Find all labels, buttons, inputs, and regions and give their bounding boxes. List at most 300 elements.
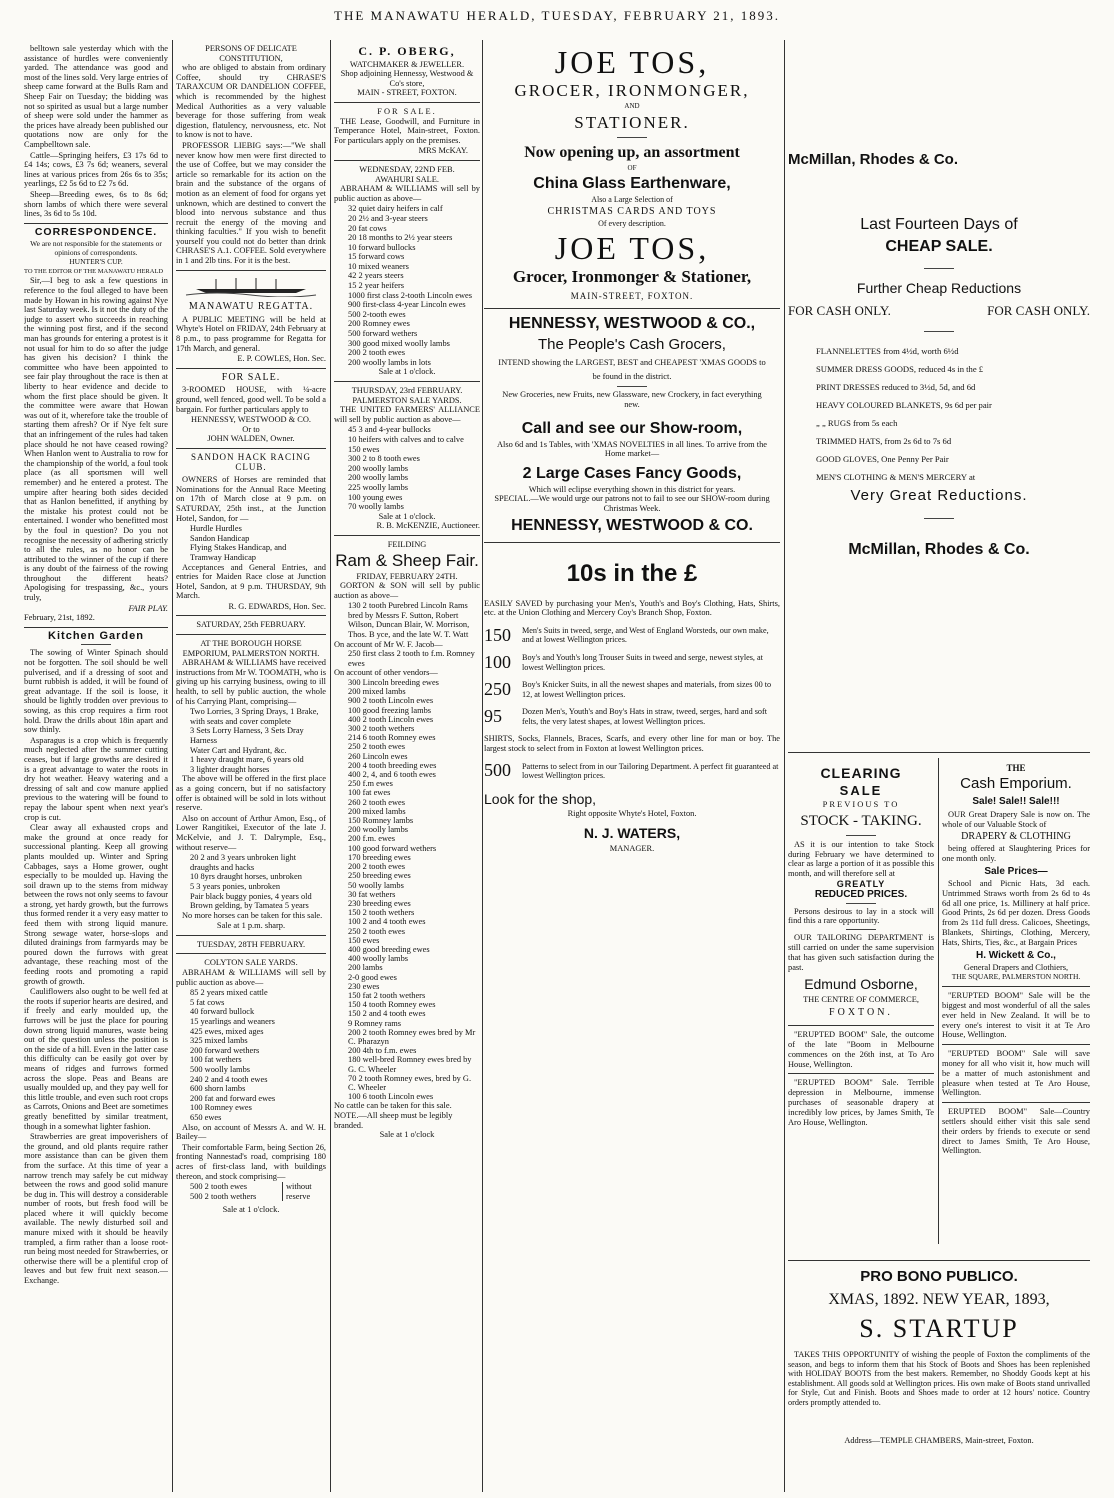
offer-row xyxy=(484,707,780,726)
divider xyxy=(334,381,480,382)
offer-quantity: 100 xyxy=(484,651,511,672)
sandon-heading: SANDON HACK RACING CLUB. xyxy=(190,451,311,472)
divider xyxy=(334,102,480,103)
sale-prices-heading: Sale Prices— xyxy=(984,865,1048,877)
feilding-heading: FEILDING xyxy=(387,539,427,549)
list-item: 9 Romney rams xyxy=(348,1018,402,1028)
offer-row xyxy=(484,762,780,781)
list-item: 20 18 months to 2½ year steers xyxy=(348,233,453,243)
list-item: FLANNELETTES from 4½d, worth 6½d xyxy=(816,346,959,356)
offer-text: Dozen Men's, Youth's and Boy's Hats in straw, tweed, serges, hard and soft felts, the very latest shapes, at lowest Wellington prices. xyxy=(522,707,768,726)
offer-quantity: 95 xyxy=(484,706,502,727)
mcmillan-items xyxy=(788,342,1090,486)
sandon-events xyxy=(176,524,326,562)
divider xyxy=(176,953,326,954)
list-item: GOOD GLOVES, One Penny Per Pair xyxy=(816,454,949,464)
tens-heading: 10s in the £ xyxy=(566,559,698,587)
list-item: 100 fat ewes xyxy=(348,788,391,798)
offer-text: Boy's and Youth's long Trouser Suits in tweed and serge, newest styles, at lowest Wellington prices. xyxy=(522,652,763,672)
borough-heading: AT THE BOROUGH HORSE EMPORIUM, PALMERSTON NORTH. xyxy=(182,639,320,658)
erupted-boom-notice: "ERUPTED BOOM" Sale will save money for all who visit it, how much will be a matter of much astonishment and pleasure when tested at Te Aro House, Wellington. xyxy=(942,1049,1090,1098)
wickett-ad xyxy=(942,764,1090,1246)
oberg-address: MAIN - STREET, FOXTON. xyxy=(357,88,457,98)
masthead: THE MANAWATU HERALD, TUESDAY, FEBRUARY 21, 1893. xyxy=(334,8,780,23)
list-item: SUMMER DRESS GOODS, reduced 4s in the £ xyxy=(816,364,984,374)
list-item: 200 4th to f.m. ewes xyxy=(348,1046,417,1056)
offer-text: Boy's Knicker Suits, in all the newest shapes and materials, from sizes 00 to 12, at lowest Wellington prices. xyxy=(522,680,772,699)
cash-only-label: FOR CASH ONLY. xyxy=(788,303,891,318)
sale-signature: MRS McKAY. xyxy=(418,146,468,156)
friday-heading: FRIDAY, FEBRUARY 24TH. xyxy=(356,571,458,581)
divider xyxy=(924,268,954,269)
list-item: 200 2 tooth ewes xyxy=(348,348,405,358)
fancy-goods-line: 2 Large Cases Fancy Goods, xyxy=(522,464,742,482)
list-item: 150 2 tooth wethers xyxy=(348,908,415,918)
the-label: THE xyxy=(1006,764,1026,773)
list-item: 500 2-tooth ewes xyxy=(348,309,406,319)
branding-note: NOTE.—All sheep must be legibly branded. xyxy=(334,1110,453,1130)
waters-name: N. J. WATERS, xyxy=(583,825,681,842)
sandon-acceptances: Acceptances and General Entries, and entries for Maiden Race close at Junction Hotel, Sandon, at 9 p.m. THURSDAY, 9th March. xyxy=(176,562,326,601)
list-item: 5 3 years ponies, unbroken xyxy=(190,881,281,891)
hennessy-heading: HENNESSY, WESTWOOD & CO., xyxy=(508,315,756,333)
list-item: 45 3 and 4-year bullocks xyxy=(348,425,431,435)
last-days-line: Last Fourteen Days of xyxy=(860,216,1018,233)
list-item: 230 breeding ewes xyxy=(348,898,411,908)
sale-prices-text: School and Picnic Hats, 3d each. Untrimmed Straws worth from 2s 6d to 4s 6d all one price, 1s. Millinery at half price. Good Prints, 2s 6d per dozen. Dress Goods from 2s 11d full dress. Calicoes, Sheetings, Blankets, Shirtings, Clothing, Mercery, Hats, Shirts, Ties, &c., at Bargain Prices xyxy=(942,878,1090,947)
awahuri-items xyxy=(334,204,480,367)
list-item: 40 forward bullock xyxy=(190,1007,255,1017)
joe-tos-line: Grocer, Ironmonger & Stationer, xyxy=(512,267,752,287)
colyton-items xyxy=(176,988,326,1122)
erupted-boom-notice: "ERUPTED BOOM" Sale, the outcome of the late "Boom in Melbourne commences on the 26th inst, at To Aro House, Wellington. xyxy=(788,1030,934,1069)
column-rule xyxy=(330,40,331,1492)
list-item: „ „ RUGS from 5s each xyxy=(816,418,898,428)
divider xyxy=(617,386,647,387)
list-item: 400 woolly lambs xyxy=(348,954,409,964)
list-item: 425 ewes, mixed ages xyxy=(190,1026,264,1036)
list-item: MEN'S CLOTHING & MEN'S MERCERY at xyxy=(816,472,976,482)
letter-signature: FAIR PLAY. xyxy=(128,603,168,613)
startup-text: TAKES THIS OPPORTUNITY of wishing the people of Foxton the compliments of the season, and begs to inform them that his Stock of Boots and Shoes has been replenished with HOLIDAY BOOTS from the best makers. Remember, no Shoddy Goods kept at his establishment. All goods sold at Wellington prices. His own make of Boots stand unrivalled for Style, Cut and Finish. Boots and Shoes made to order at 12 hours' notice. Country orders promptly attended to. xyxy=(788,1350,1090,1407)
stocktaking-heading: STOCK - TAKING. xyxy=(800,812,922,829)
offer-row xyxy=(484,626,780,645)
list-item: 250 breeding ewes xyxy=(348,871,411,881)
wickett-name: H. Wickett & Co., xyxy=(976,949,1056,961)
joe-tos-stationer: STATIONER. xyxy=(574,112,690,132)
divider xyxy=(942,986,1090,987)
waters-title: MANAGER. xyxy=(609,844,655,854)
list-item: 100 6 tooth Lincoln ewes xyxy=(348,1092,434,1102)
divider xyxy=(484,542,780,543)
regatta-boat-icon xyxy=(176,275,326,297)
list-item: PRINT DRESSES reduced to 3½d, 5d, and 6d xyxy=(816,382,976,392)
column-2 xyxy=(176,44,326,1494)
palmerston-text: THE UNITED FARMERS' ALLIANCE will sell by public auction as above— xyxy=(334,405,480,424)
hennessy-new: New Groceries, new Fruits, new Glassware, new Crockery, in fact everything new. xyxy=(502,390,762,409)
list-item: 3 Sets Lorry Harness, 3 Sets Dray Harness xyxy=(190,726,304,745)
amon-items xyxy=(176,853,326,911)
reductions-line: Further Cheap Reductions xyxy=(856,280,1022,296)
tables-line: Also 6d and 1s Tables, with 'XMAS NOVELTIES in all lines. To arrive from the Home market— xyxy=(496,439,767,459)
joe-tos-trade: GROCER, IRONMONGER, xyxy=(514,81,750,100)
china-line: China Glass Earthenware, xyxy=(533,175,731,193)
list-item: 3 lighter draught horses xyxy=(190,764,270,774)
list-item: 230 ewes xyxy=(348,981,380,991)
garden-paragraph: Strawberries are great impoverishers of the ground, and old plants require rather more assistance than can be given them from the surface. At this time of year a narrow trench may safely be cut midway between the rows and good solid manure be dug in. This will destroy a considerable number of roots, but fresh food will be placed where it will quickly become available. The newly disturbed soil and manure mixed with it should be heavily trampled, a firm rather than a loose root-run being most needed for Strawberries, or otherwise there will be a plentiful crop of leaves and but few fruit next season.—Exchange. xyxy=(24,1132,168,1286)
list-item: 130 2 tooth Purebred Lincoln Rams bred by Messrs F. Sutton, Robert Wilson, Duncan Blair, W. Morrison, Thos. B yce, and the late W. T. Watt xyxy=(348,601,470,640)
wickett-trade: General Drapers and Clothiers, xyxy=(963,962,1069,972)
list-item: 10 mixed weaners xyxy=(348,261,409,271)
amon-time: Sale at 1 p.m. sharp. xyxy=(216,921,286,931)
sandon-text: OWNERS of Horses are reminded that Nominations for the Annual Race Meeting on 17th of March close at 9 p.m. on SATURDAY, 25th inst., at the Junction Hotel, Sandon, for — xyxy=(176,475,326,523)
garden-paragraph: Clear away all exhausted crops and make the ground at once ready for successional planting. Keep all growing plants moulded up. Winter and Spring Cabbages, says a Home grower, ought especially to be moulded up. Having the soil drawn up to the stems from midway between the rows not only seems to favour a strong, yet hardy growth, but the furrows thus formed render it a very easy matter to feed them with strong liquid manure. Strong sewage water, horse-slops and diluted drainings from farmyards may be poured down the furrows with great advantage, these reaching most of the feeding roots and promoting a rapid growth of growth. xyxy=(24,823,168,986)
list-item: 400 good breeding ewes xyxy=(348,944,430,954)
special-text: SPECIAL.—We would urge our patrons not to fail to see our SHOW-room during Christmas Week. xyxy=(494,494,770,513)
list-item: 10 heifers with calves and to calve xyxy=(348,434,464,444)
cheap-sale-line: CHEAP SALE. xyxy=(885,238,993,255)
divider xyxy=(24,223,168,224)
list-item: Water Cart and Hydrant, &c. xyxy=(190,745,287,755)
clearing-text: AS it is our intention to take Stock during February we have determined to clear as large a portion of it as possible this month, and will therefore sell at xyxy=(788,839,934,879)
list-item: Brown gelding, by Tamatea 5 years xyxy=(190,901,309,911)
regatta-signature: E. P. COWLES, Hon. Sec. xyxy=(237,354,326,364)
divider xyxy=(176,615,326,616)
list-item: 180 well-bred Romney ewes bred by G. C. Wheeler xyxy=(348,1055,472,1074)
list-item: 500 forward wethers xyxy=(348,329,418,339)
joe-tos-heading-2: JOE TOS, xyxy=(554,230,710,267)
of-label: OF xyxy=(627,163,637,172)
sale-exclaim: Sale! Sale!! Sale!!! xyxy=(972,795,1060,807)
list-item: 250 2 tooth ewes xyxy=(348,926,405,936)
oberg-heading: C. P. OBERG, xyxy=(358,44,456,58)
borough-items xyxy=(176,707,326,774)
borough-text: ABRAHAM & WILLIAMS have received instructions from Mr W. TOOMATH, who is giving up his carrying business, owing to ill health, to sell by public auction, the whole of his Carrying Plant, comprising— xyxy=(176,658,326,706)
mcmillan-ad xyxy=(788,150,1090,710)
list-item: 15 yearlings and weaners xyxy=(190,1017,275,1027)
cattle-prices: Cattle—Springing heifers, £3 17s 6d to £4 14s; cows, £3 7s 6d; weaners, several lines at various prices from 26s 6s to 35s; yearlings, £2 5s 6d to £2 7s 6d. xyxy=(24,150,168,189)
gorton-text: GORTON & SON will sell by public auction as above— xyxy=(334,581,480,600)
sheep-prices: Sheep—Breeding ewes, 6s to 8s 6d; shorn lambs of which there were several lines, 3s 6d to 5s 10d. xyxy=(24,189,168,219)
description-line: Of every description. xyxy=(598,218,666,228)
garden-paragraph: Cauliflowers also ought to be well fed at the roots if superior hearts are desired, and if freely and early moulded up, the furrows will be just the place for pouring down strong liquid manures, waste being out of the question unless the position is on the side of a hill. Even in the latter case this difficulty can be easily got over by means of ridges and furrows formed across the slope. Peas and Beans are usually moulded up, and they pay well for this little trouble, and even such root crops as Carrots, Onions and Beet are sometimes greatly benefitted by similar treatment, though in a somewhat lighter fashion. xyxy=(24,987,168,1131)
list-item: 300 Lincoln breeding ewes xyxy=(348,678,439,688)
other-vendors-items xyxy=(334,678,480,1101)
divider xyxy=(942,1102,1090,1103)
correspondence-heading: CORRESPONDENCE. xyxy=(34,225,158,238)
list-item: HEAVY COLOURED BLANKETS, 9s 6d per pair xyxy=(816,400,992,410)
sale-heading: FOR SALE. xyxy=(377,106,437,116)
list-item: Sandon Handicap xyxy=(190,533,250,543)
list-item: 100 good freezing lambs xyxy=(348,705,432,715)
greatly-label: GREATLY xyxy=(836,878,886,889)
regatta-text: A PUBLIC MEETING will be held at Whyte's Hotel on FRIDAY, 24th February at 8 p.m., to pass programme for Regatta for 17th March, and general. xyxy=(176,314,326,353)
divider xyxy=(924,518,954,519)
colyton-heading: COLYTON SALE YARDS. xyxy=(204,958,298,968)
column-4 xyxy=(484,44,780,1494)
list-item: Two Lorries, 3 Spring Drays, 1 Brake, with seats and cover complete xyxy=(190,707,319,726)
list-item: 30 fat wethers xyxy=(348,889,396,899)
showroom-line: Call and see our Show-room, xyxy=(521,419,743,437)
divider xyxy=(176,368,326,369)
list-item: 500 woolly lambs xyxy=(190,1065,251,1074)
list-item: 100 Romney ewes xyxy=(190,1103,252,1113)
list-item: 200 4 tooth breeding ewes xyxy=(348,760,437,770)
shop-location: Right opposite Whyte's Hotel, Foxton. xyxy=(567,808,697,818)
list-item: Pair black buggy ponies, 4 years old xyxy=(190,891,312,901)
list-item: 70 2 tooth Romney ewes, bred by G. C. Wheeler xyxy=(348,1073,472,1092)
awahuri-text: ABRAHAM & WILLIAMS will sell by public auction as above— xyxy=(334,184,480,203)
letter-body: Sir,—I beg to ask a few questions in reference to the foul alleged to have been made by Howan in his rowing against Nye last Saturday week. Is it not the duty of the judge to assert who succeeds in reaching the winning post first, and if the second man has grounds for entering a protest is it not usual for him to do so after the judge has given his decision? I think the committee who have been appointed to see fair play throughout the race is then at liberty to hear evidence and decide to whom the first place should be given. It the committee were aware that Howan was out of it, wherefore take the trouble of starting them afresh? Or if Nye felt sure that an infringement of the rules had taken place should he not have ceased rowing? When Hanlon went to Australia to row for the championship of the world, a foul took place (as all sportsmen will well remember) and he entered a protest. The umpire after hearing both sides decided that as Hanlon benefitted, if anything by the mistake his protest could not be entertained. I wonder who benefitted most by the foul in question? Do you not recognise the necessity of adhering strictly to all the rules, as no honor can be attributed to the winner of the cup if there is any doubt of the fairness of the rowing throughout the different heats? Apologising for trespassing, &c., yours truly, xyxy=(24,276,168,603)
for-sale-heading: FOR SALE. xyxy=(221,371,281,383)
list-item: 600 shorn lambs xyxy=(190,1084,246,1094)
offer-text: Men's Suits in tweed, serge, and West of England Worsteds, our own make, and at lowest Wellington prices. xyxy=(522,625,769,645)
column-rule xyxy=(172,40,173,1492)
list-item: 200 f.m. ewes xyxy=(348,834,395,844)
tuesday-heading: TUESDAY, 28TH FEBRUARY. xyxy=(196,939,306,949)
divider xyxy=(617,137,647,138)
list-item: 5 fat cows xyxy=(190,997,225,1007)
for-sale-agent: HENNESSY, WESTWOOD & CO. xyxy=(191,415,311,425)
list-item: 900 2 tooth Lincoln ewes xyxy=(348,696,434,706)
list-item: 900 first-class 4-year Lincoln ewes xyxy=(348,300,466,310)
shirts-text: SHIRTS, Socks, Flannels, Braces, Scarfs, and every other line for man or boy. The largest stock to select from in Foxton at lowest Wellington prices. xyxy=(484,734,780,754)
cash-only-row xyxy=(788,301,1090,321)
farm-time: Sale at 1 o'clock. xyxy=(222,1205,280,1215)
divider xyxy=(81,644,111,645)
divider xyxy=(176,270,326,271)
list-item: 150 fat 2 tooth wethers xyxy=(348,990,426,1000)
list-item: 200 Romney ewes xyxy=(348,319,410,329)
list-item: 200 mixed lambs xyxy=(348,806,406,816)
offer-row xyxy=(484,680,780,699)
liebig-text: PROFESSOR LIEBIG says:—"We shall never know how men were first directed to the use of Coffee, but we may consider the article so remarkable for its action on the brain and the substance of the organs of motion as an element of food for organs yet unknown, which are destined to convert the blood into nervous substance and thus recruit the energy of the moving and thinking faculties." If you wish to benefit yourself you could not do better than drink CHRASE'S A.1. COFFEE. Sold everywhere in 1 and 2lb tins. For it is the best. xyxy=(176,140,326,266)
list-item: 214 6 tooth Romney ewes xyxy=(348,733,436,743)
awahuri-heading: AWAHURI SALE. xyxy=(375,174,439,184)
list-item: 250 first class 2 tooth to f.m. Romney ewes xyxy=(348,649,475,668)
colyton-text: ABRAHAM & WILLIAMS will sell by public auction as above— xyxy=(176,968,326,987)
list-item: 400 2 tooth Lincoln ewes xyxy=(348,714,434,724)
list-item: 650 ewes xyxy=(190,1112,222,1122)
regatta-heading: MANAWATU REGATTA. xyxy=(188,301,314,313)
osborne-town: FOXTON. xyxy=(829,1007,893,1019)
list-item: 250 f.m ewes xyxy=(348,779,393,789)
reduced-prices: REDUCED PRICES. xyxy=(814,888,908,900)
bailey-text: Also, on account of Messrs A. and W. H. Bailey— xyxy=(176,1122,326,1142)
divider xyxy=(334,535,480,536)
sandon-signature: R. G. EDWARDS, Hon. Sec. xyxy=(228,601,326,611)
amon-note: No more horses can be taken for this sale. xyxy=(182,910,323,920)
reductions-footer: Very Great Reductions. xyxy=(850,487,1028,504)
list-item: 500 2 tooth wethers xyxy=(190,1191,257,1201)
list-item: 20 fat cows xyxy=(348,223,387,233)
thursday-heading: THURSDAY, 23rd FEBRUARY. xyxy=(351,386,463,395)
osborne-ad xyxy=(788,764,934,1246)
erupted-boom-notice: "ERUPTED BOOM" Sale will be the biggest and most wonderful of all the sales ever held in New Zealand. It will be to every one's interest to visit it at Te Aro House, Wellington. xyxy=(942,991,1090,1040)
divider xyxy=(334,160,480,161)
palmerston-items xyxy=(334,425,480,511)
for-sale-or: Or to xyxy=(242,424,260,434)
wednesday-heading: WEDNESDAY, 22ND FEB. xyxy=(359,164,455,174)
erupted-boom-notice: ERUPTED BOOM" Sale—Country settlers should either visit this sale send their orders by friends to execute or send direct to James Smith, Te Aro House, Wellington. xyxy=(942,1107,1090,1156)
jacob-items xyxy=(334,649,480,668)
sale-heading: SALE xyxy=(839,783,883,798)
divider xyxy=(176,448,326,449)
emporium-heading: Cash Emporium. xyxy=(960,774,1072,792)
oberg-subheading: WATCHMAKER & JEWELLER. xyxy=(349,59,465,69)
list-item: 20 2½ and 3-year steers xyxy=(348,213,428,223)
list-item: 260 2 tooth ewes xyxy=(348,797,405,807)
pro-bono-heading: PRO BONO PUBLICO. xyxy=(860,1268,1018,1285)
list-item: 300 good mixed woolly lambs xyxy=(348,338,450,348)
joe-tos-address: MAIN-STREET, FOXTON. xyxy=(570,291,694,302)
borough-note: The above will be offered in the first place as a going concern, but if no satisfactory offer is obtained will be sold in lots without reserve. xyxy=(176,774,326,813)
no-cattle-note: No cattle can be taken for this sale. xyxy=(334,1101,452,1111)
persons-text: Persons desirous to lay in a stock will find this a rare opportunity. xyxy=(788,906,934,926)
divider xyxy=(846,929,876,930)
correspondence-note: We are not responsible for the statements or opinions of correspondents. xyxy=(30,239,162,257)
palmerston-signature: R. B. McKENZIE, Auctioneer. xyxy=(376,521,480,531)
list-item: 200 mixed lambs xyxy=(348,687,406,697)
list-item: 400 2, 4, and 6 tooth ewes xyxy=(348,770,436,780)
column-3 xyxy=(334,44,480,1494)
letter-salutation: TO THE EDITOR OF THE MANAWATU HERALD xyxy=(24,267,164,275)
divider xyxy=(176,634,326,635)
list-item: 50 woolly lambs xyxy=(348,880,404,890)
divider xyxy=(484,308,780,309)
cards-line: CHRISTMAS CARDS AND TOYS xyxy=(547,205,717,217)
list-item: 15 forward cows xyxy=(348,252,405,262)
garden-paragraph: Asparagus is a crop which is frequently much neglected after the summer cutting ceases, but if large growths are desired it is a great advantage to water the roots in dry hot weather. Heavy watering and a dressing of salt and cow manure applied previous to the watering will be found to repay the labour spent when next year's crop is cut. xyxy=(24,735,168,822)
list-item: 42 2 years steers xyxy=(348,271,404,281)
divider xyxy=(788,1073,934,1074)
startup-address: Address—TEMPLE CHAMBERS, Main-street, Foxton. xyxy=(844,1435,1034,1445)
sale-text: THE Lease, Goodwill, and Furniture in Temperance Hotel, Main-street, Foxton. For particulars apply on the premises. xyxy=(334,116,480,145)
list-item: 200 2 tooth ewes xyxy=(348,862,405,872)
column-rule xyxy=(938,758,939,1244)
list-item: 150 Romney lambs xyxy=(348,816,414,826)
list-item: 100 young ewes xyxy=(348,492,403,502)
tailoring-text: OUR TAILORING DEPARTMENT is still carried on under the same supervision that has given such satisfaction during the past. xyxy=(788,933,934,972)
farm-stock xyxy=(176,1182,326,1201)
list-item: 200 forward wethers xyxy=(190,1045,260,1055)
for-sale-owner: JOHN WALDEN, Owner. xyxy=(207,434,295,444)
list-item: 150 ewes xyxy=(348,444,380,454)
list-item: 85 2 years mixed cattle xyxy=(190,988,268,998)
list-item: 200 woolly lambs xyxy=(348,473,409,483)
joe-tos-heading: JOE TOS, xyxy=(554,44,710,80)
list-item: 200 lambs xyxy=(348,963,383,973)
divider xyxy=(942,1044,1090,1045)
list-item: 500 2 tooth ewes xyxy=(190,1182,247,1192)
offer-quantity: 150 xyxy=(484,624,511,645)
list-item: 32 quiet dairy heifers in calf xyxy=(348,204,443,214)
for-sale-text: 3-ROOMED HOUSE, with ¼-acre ground, well fenced, good well. To be sold a bargain. For further particulars apply to xyxy=(176,385,326,414)
divider xyxy=(176,935,326,936)
letter-date: February, 21st, 1892. xyxy=(24,613,95,623)
list-item: 250 2 tooth ewes xyxy=(348,742,405,752)
list-item: 10 forward bullocks xyxy=(348,242,416,252)
coffee-ad-text: who are obliged to abstain from ordinary Coffee, should try CHRASE'S TARAXCUM OR DANDELION COFFEE, which is recommended by the highest Medical Authorities as a very valuable beverage for those suffering from weak digestion, flatulency, nervousness, etc. Not to know is not to have. xyxy=(176,63,326,140)
divider xyxy=(924,331,954,332)
hennessy-subheading: The People's Cash Grocers, xyxy=(538,336,726,354)
emporium-text: OUR Great Drapery Sale is now on. The whole of our Valuable Stock of xyxy=(942,809,1090,829)
drapery-text: being offered at Slaughtering Prices for one month only. xyxy=(942,844,1090,864)
joe-tos-and: AND xyxy=(624,102,640,110)
list-item: Tramway Handicap xyxy=(190,552,256,562)
coffee-ad-heading: PERSONS OF DELICATE CONSTITUTION, xyxy=(205,44,297,63)
list-item: 1000 first class 2-tooth Lincoln ewes xyxy=(348,290,472,300)
hennessy-text: INTEND showing the LARGEST, BEST and CHEAPEST 'XMAS GOODS to be found in the district. xyxy=(498,357,766,382)
other-vendors-text: On account of other vendors— xyxy=(334,668,438,678)
list-item: 100 good forward wethers xyxy=(348,843,437,853)
mcmillan-footer: McMillan, Rhodes & Co. xyxy=(848,541,1030,558)
list-item: 300 2 tooth wethers xyxy=(348,724,415,734)
previous-label: PREVIOUS TO xyxy=(822,799,900,809)
offer-row xyxy=(484,653,780,672)
palmerston-time: Sale at 1 o'clock. xyxy=(378,511,436,521)
list-item: 70 woolly lambs xyxy=(348,502,404,512)
column-rule xyxy=(482,40,483,1492)
drapery-label: DRAPERY & CLOTHING xyxy=(961,831,1071,843)
list-item: 325 mixed lambs xyxy=(190,1036,248,1046)
cash-only-label: FOR CASH ONLY. xyxy=(987,303,1090,318)
osborne-name: Edmund Osborne, xyxy=(804,976,918,993)
list-item: 15 2 year heifers xyxy=(348,281,405,291)
offer-quantity: 250 xyxy=(484,678,511,699)
list-item: 300 2 to 8 tooth ewes xyxy=(348,454,420,464)
list-item: 240 2 and 4 tooth ewes xyxy=(190,1074,268,1084)
amon-text: Also on account of Arthur Amon, Esq., of Lower Rangitikei, Executor of the late J. McKelvie, and J. T. Dalrymple, Esq., without reserve— xyxy=(176,813,326,852)
mcmillan-heading: McMillan, Rhodes & Co. xyxy=(788,151,959,168)
union-clothing-text: EASILY SAVED by purchasing your Men's, Youth's and Boy's Clothing, Hats, Shirts, etc. at the Union Clothing and Mercery Coy's Branch Shop, Foxton. xyxy=(484,598,780,618)
divider xyxy=(846,903,876,904)
opening-line: Now opening up, an assortment xyxy=(524,143,740,161)
divider xyxy=(788,752,1090,753)
list-item: 200 woolly lambs xyxy=(348,463,409,473)
garden-paragraph: The sowing of Winter Spinach should not be forgotten. The soil should be well pulverised, and if a dressing of soot and burnt rubbish is added, it will be found of great advantage. If the soil is loose, it should be lightly trodden over previous to sowing, as this crop requires a firm root hold. Draw the drills about 18in apart and sow thinly. xyxy=(24,648,168,735)
list-item: 20 2 and 3 years unbroken light draughts and hacks xyxy=(190,853,297,872)
awahuri-time: Sale at 1 o'clock. xyxy=(378,367,436,377)
gorton-items xyxy=(334,601,480,639)
farm-text: Their comfortable Farm, being Section 26, fronting Nannestad's road, comprising 180 acres of first-class land, with buildings thereon, and stock comprising— xyxy=(176,1142,326,1181)
list-item: 200 fat and forward ewes xyxy=(190,1093,276,1103)
divider xyxy=(846,835,876,836)
list-item: 200 woolly lambs in lots xyxy=(348,357,431,367)
list-item: 150 4 tooth Romney ewes xyxy=(348,1000,436,1010)
offer-text: Patterns to select from in our Tailoring Department. A perfect fit guaranteed at lowest Wellington prices. xyxy=(522,761,779,781)
hunters-cup-heading: HUNTER'S CUP. xyxy=(69,257,123,267)
list-item: TRIMMED HATS, from 2s 6d to 7s 6d xyxy=(816,436,952,446)
osborne-centre: THE CENTRE OF COMMERCE, xyxy=(803,995,919,1005)
selection-line: Also a Large Selection of xyxy=(591,195,673,205)
list-item: 260 Lincoln ewes xyxy=(348,751,408,761)
xmas-line: XMAS, 1892. NEW YEAR, 1893, xyxy=(828,1291,1050,1308)
column-1 xyxy=(24,44,168,1494)
list-item: 2-0 good ewes xyxy=(348,972,397,982)
list-item: 225 woolly lambs xyxy=(348,482,409,492)
list-item: 10 8yrs draught horses, unbroken xyxy=(190,872,302,882)
list-item: Flying Stakes Handicap, and xyxy=(190,543,287,553)
list-item: 100 2 and 4 tooth ewes xyxy=(348,917,426,927)
market-report: belltown sale yesterday which with the assistance of hurdles were conveniently yarded. The attendance was good and most of the lines sold. Very large entries of sheep came forward at the Bulls Ram and Sheep Fair on Tuesday; the bidding was not so spirited as usual but a large number of sheep were sold under the hammer as the prices have already been published our quotations now are only for the Campbelltown sale. xyxy=(24,44,168,149)
oberg-text: Shop adjoining Hennessy, Westwood & Co's store, xyxy=(340,69,474,88)
fancy-goods-text: Which will eclipse everything shown in this district for years. xyxy=(528,484,736,494)
fair-time: Sale at 1 o'clock xyxy=(379,1130,435,1140)
list-item: 200 2 tooth Romney ewes bred by Mr C. Pharazyn xyxy=(348,1027,476,1046)
ram-fair-heading: Ram & Sheep Fair. xyxy=(335,550,479,570)
palmerston-heading: PALMERSTON SALE YARDS. xyxy=(352,395,462,405)
